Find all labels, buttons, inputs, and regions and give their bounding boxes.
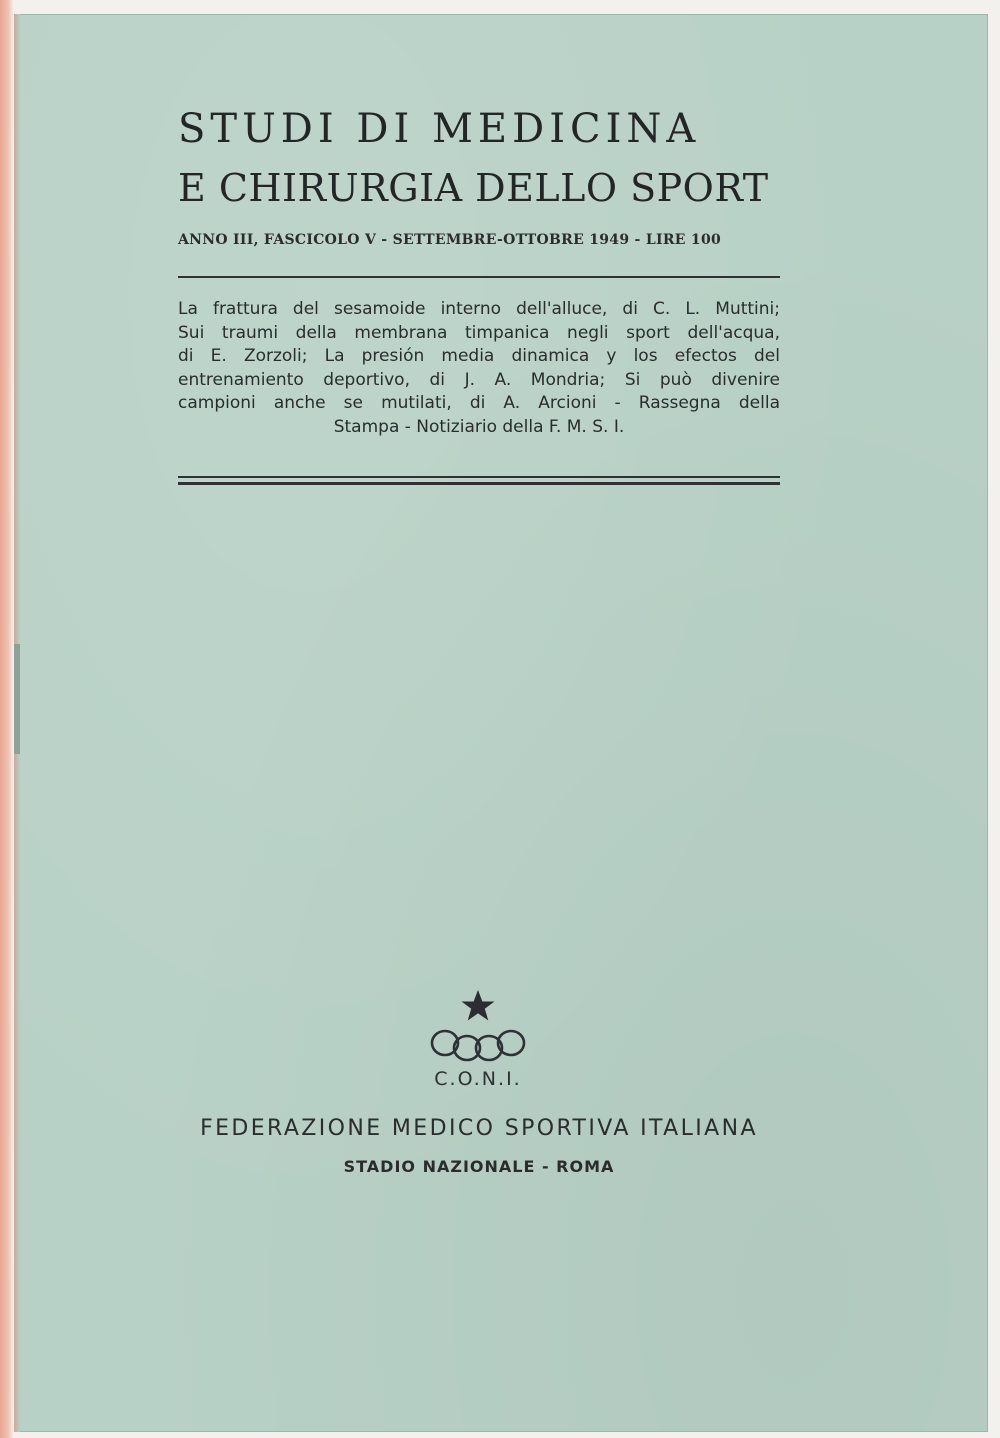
contents-line: Stampa - Notiziario della F. M. S. I. (333, 416, 625, 437)
contents-rule-thin (178, 476, 780, 478)
contents-rule-thick (178, 482, 780, 485)
contents-line: campioni anche se mutilati, di A. Arcioni - Rassegna della (178, 393, 780, 413)
journal-title-line-2: E CHIRURGIA DELLO SPORT (178, 166, 769, 210)
star-icon (462, 990, 495, 1021)
rings-icon (432, 1031, 524, 1060)
federation-name: FEDERAZIONE MEDICO SPORTIVA ITALIANA (200, 1116, 758, 1141)
contents-line: La frattura del sesamoide interno dell'alluce, di C. L. Muttini; (178, 299, 780, 319)
coni-acronym: C.O.N.I. (434, 1068, 522, 1090)
contents-line: entrenamiento deportivo, di J. A. Mondria; Si può divenire (178, 369, 780, 390)
journal-title-line-1: STUDI DI MEDICINA (178, 106, 701, 152)
journal-cover (14, 14, 988, 1432)
table-of-contents (178, 298, 780, 439)
page-edge (0, 0, 14, 1438)
publisher-address: STADIO NAZIONALE - ROMA (343, 1157, 615, 1176)
header-rule (178, 276, 780, 278)
contents-line: di E. Zorzoli; La presión media dinamica y los efectos del (178, 346, 780, 366)
star-and-rings-emblem-icon (418, 988, 538, 1064)
issue-info: ANNO III, FASCICOLO V - SETTEMBRE-OTTOBRE 1949 - LIRE 100 (178, 232, 722, 248)
staple-mark (14, 644, 20, 754)
contents-line: Sui traumi della membrana timpanica negli sport dell'acqua, (178, 322, 780, 343)
